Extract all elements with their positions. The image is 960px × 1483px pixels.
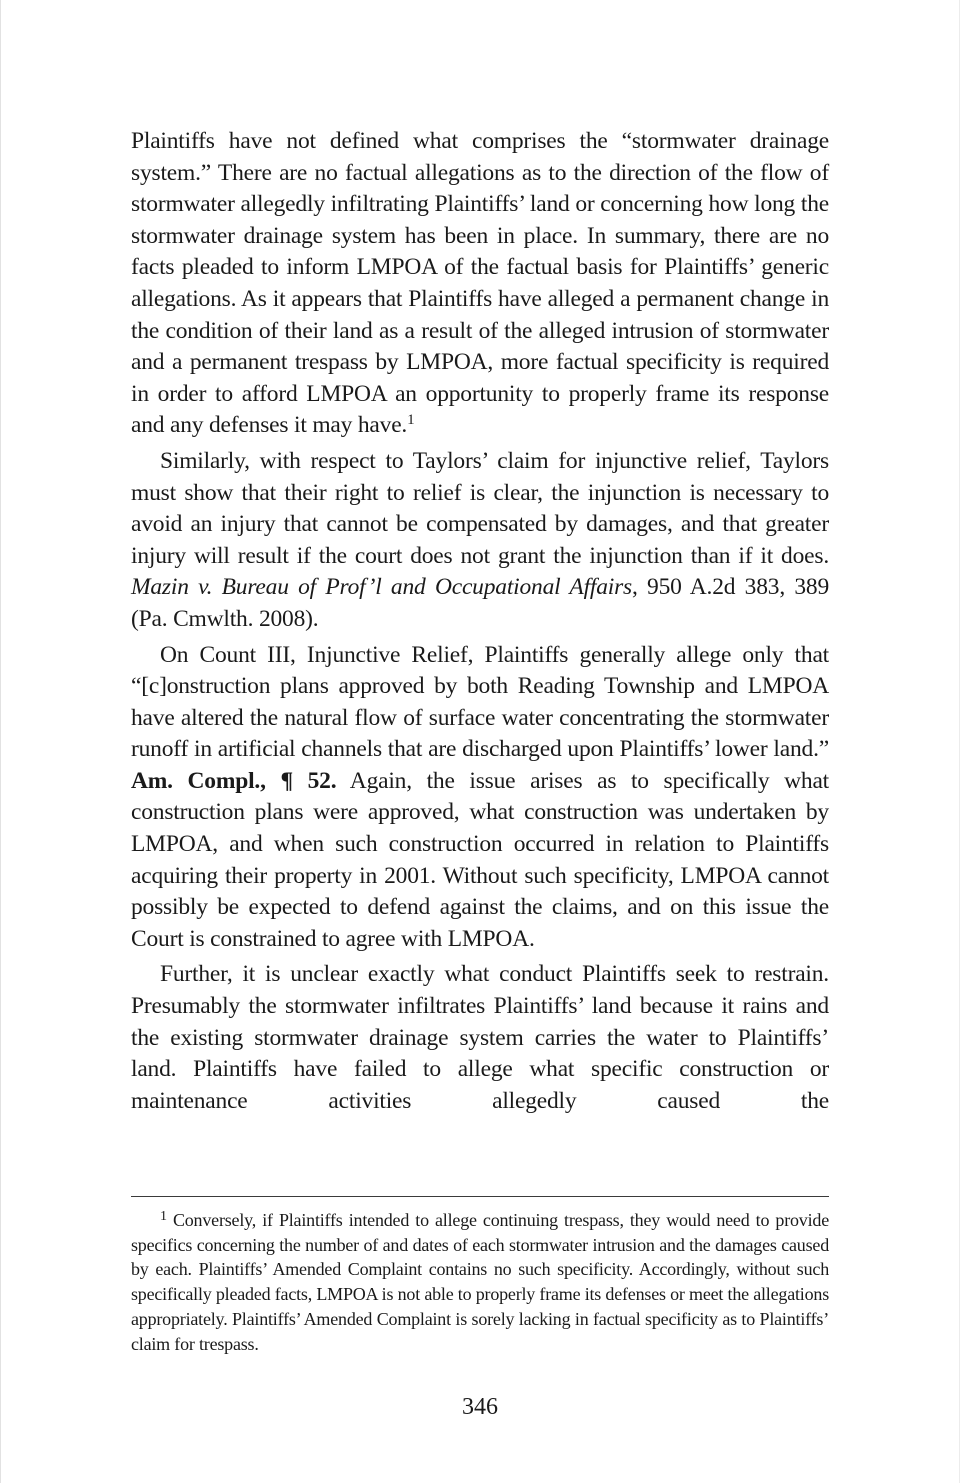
page-number: 346 bbox=[462, 1394, 498, 1420]
paragraph-1-text: Plaintiffs have not defined what comprises the “stormwater drainage system.” There are no factual allegations as to the direction of the flow of stormwater allegedly infiltrating Plaintiffs’ land or concerning how long the stormwater drainage system has been in place. In summary, there are no facts pleaded to inform LMPOA of the factual basis for Plaintiffs’ generic allegations. As it appears that Plaintiffs have alleged a permanent change in the condition of their land as a result of the alleged intrusion of stormwater and a permanent trespass by LMPOA, more factual specificity is required in order to afford LMPOA an opportunity to properly frame its response and any defenses it may have. bbox=[131, 128, 829, 439]
paragraph-3-text-after: Again, the issue arises as to specifically what construction plans were approved, what construction was undertaken by LMPOA, and when such construction occurred in relation to Plaintiffs acquiring their property in 2001. Without such specificity, LMPOA cannot possibly be expected to defend against the claims, and on this issue the Court is constrained to agree with LMPOA. bbox=[131, 767, 829, 952]
case-citation-name: Mazin v. Bureau of Prof’l and Occupational Affairs bbox=[131, 574, 632, 601]
footnote bbox=[131, 1208, 829, 1356]
body-text bbox=[131, 126, 829, 1117]
paragraph-4 bbox=[131, 959, 829, 1117]
case-citation-reporter: , 950 A.2d 383, 389 (Pa. Cmwlth. 2008). bbox=[131, 574, 830, 632]
paragraph-3-text-before: On Count III, Injunctive Relief, Plaintiffs generally allege only that “[c]onstruction plans approved by both Reading Township and LMPOA have altered the natural flow of surface water concentrating the stormwater runoff in artificial channels that are discharged upon Plaintiffs’ lower land.” bbox=[131, 641, 829, 763]
paragraph-2 bbox=[131, 446, 829, 636]
footnote-reference[interactable]: 1 bbox=[407, 412, 415, 429]
paragraph-4-text: Further, it is unclear exactly what conduct Plaintiffs seek to restrain. Presumably the stormwater infiltrates Plaintiffs’ land because it rains and the existing stormwater drainage system carries the water to Plaintiffs’ land. Plaintiffs have failed to allege what specific construction or maintenance activities allegedly caused the bbox=[131, 961, 829, 1114]
paragraph-2-text: Similarly, with respect to Taylors’ claim for injunctive relief, Taylors must show that their right to relief is clear, the injunction is necessary to avoid an injury that cannot be compensated by damages, and that greater injury will result if the court does not grant the injunction than if it does. bbox=[131, 447, 829, 569]
footnote-1 bbox=[131, 1208, 829, 1356]
paragraph-1 bbox=[131, 126, 829, 442]
complaint-citation: Am. Compl., ¶ 52. bbox=[131, 767, 337, 794]
footnote-marker: 1 bbox=[160, 1209, 167, 1224]
paragraph-3 bbox=[131, 640, 829, 956]
footnote-text: Conversely, if Plaintiffs intended to allege continuing trespass, they would need to provide specifics concerning the number of and dates of each stormwater intrusion and the damages caused by each. Plaintiffs’ Amended Complaint contains no such specificity. Accordingly, without such specifically pleaded facts, LMPOA is not able to properly frame its defenses or meet the allegations appropriately. Plaintiffs’ Amended Complaint is sorely lacking in factual specificity as to Plaintiffs’ claim for trespass. bbox=[131, 1210, 829, 1354]
footnote-divider bbox=[131, 1196, 829, 1197]
